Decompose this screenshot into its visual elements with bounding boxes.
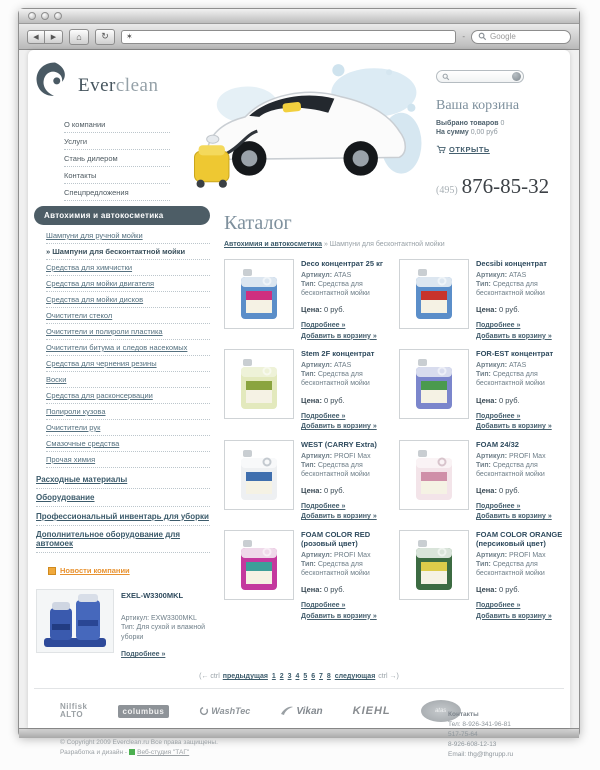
contacts-email: Email: thg@thgrupp.ru	[448, 751, 514, 759]
search-go-button[interactable]	[512, 72, 521, 81]
product-price: Цена: 0 руб.	[476, 585, 520, 595]
logo-swirl-icon	[34, 60, 76, 100]
browser-viewport	[19, 50, 579, 759]
product-more-link[interactable]: Подробнее »	[476, 602, 521, 610]
header-right-column	[436, 66, 556, 199]
canister-image	[228, 444, 290, 506]
forward-button[interactable]: ▶	[45, 30, 63, 44]
product-price: Цена: 0 руб.	[301, 395, 345, 405]
product-info	[476, 259, 564, 342]
sidebar-item-contactless-shampoo-current[interactable]: » Шампуни для бесконтактной мойки	[46, 244, 210, 260]
sidebar-category-header[interactable]: Автохимия и автокосметика	[34, 206, 210, 225]
product-type: Тип: Средства для бесконтактной мойки	[476, 371, 545, 388]
sidebar-section-list	[36, 470, 210, 553]
pagination	[34, 673, 564, 680]
product-title[interactable]: FOAM COLOR ORANGE (персиковый цвет)	[476, 529, 563, 548]
product-price: Цена: 0 руб.	[301, 485, 345, 495]
product-more-link[interactable]: Подробнее »	[301, 412, 346, 420]
nav-item-about[interactable]: О компании	[64, 116, 170, 133]
product-info	[476, 440, 564, 523]
product-info	[301, 440, 389, 523]
featured-product-info	[121, 589, 210, 661]
catalog-sidebar	[34, 206, 210, 661]
sidebar-section-carwash-equipment[interactable]: Дополнительное оборудование для автомоек	[36, 526, 210, 554]
product-links	[476, 321, 564, 342]
product-info	[301, 530, 389, 622]
sidebar-section-equipment[interactable]: Оборудование	[36, 489, 210, 508]
product-price: Цена: 0 руб.	[476, 305, 520, 315]
product-card-stem2f	[224, 349, 389, 432]
product-type: Тип: Средства для бесконтактной мойки	[301, 560, 370, 578]
company-news-link[interactable]	[48, 566, 210, 575]
product-grid	[224, 259, 564, 622]
product-price: Цена: 0 руб.	[301, 305, 345, 315]
contacts-phone-3: 8-926-608-12-13	[448, 741, 497, 749]
cart-open-link[interactable]	[436, 145, 556, 154]
cart-selected-value: 0	[500, 120, 505, 127]
company-nav	[64, 116, 170, 201]
site-footer	[34, 688, 564, 770]
site-main	[34, 206, 564, 661]
pagination-page-6[interactable]: 6	[311, 673, 316, 681]
product-title[interactable]: FOAM COLOR RED (розовый цвет)	[301, 529, 371, 548]
nav-item-specials[interactable]: Спецпредложения	[64, 184, 170, 201]
google-search-box[interactable]	[471, 30, 571, 44]
product-add-to-cart-link[interactable]: Добавить в корзину »	[301, 423, 377, 431]
product-links	[476, 502, 564, 523]
product-image[interactable]	[399, 259, 469, 329]
contacts-phone-1: Тел: 8-926-341-96-81	[448, 721, 511, 729]
product-more-link[interactable]: Подробнее »	[476, 412, 521, 420]
product-add-to-cart-link[interactable]: Добавить в корзину »	[476, 612, 552, 620]
product-info	[476, 530, 564, 622]
phone-area-code: (495)	[436, 185, 458, 196]
product-price: Цена: 0 руб.	[476, 395, 520, 405]
phone-main-number: 876-85-32	[461, 174, 550, 198]
cart-sum-value: 0,00 руб	[470, 129, 498, 136]
sidebar-item-glass-cleaners[interactable]: Очистители стекол	[46, 308, 210, 324]
page-content	[28, 50, 570, 759]
product-sku: Артикул: PROFI Max	[476, 452, 546, 460]
pagination-page-4[interactable]: 4	[295, 673, 300, 681]
cart-open-label: ОТКРЫТЬ	[449, 145, 490, 154]
pagination-prev-hint: (← ctrl	[199, 673, 220, 681]
vacuum-cleaner-image	[40, 592, 110, 650]
product-more-link[interactable]: Подробнее »	[301, 322, 346, 330]
product-card-deco	[224, 259, 389, 342]
product-more-link[interactable]: Подробнее »	[476, 502, 521, 510]
nav-item-contacts[interactable]: Контакты	[64, 167, 170, 184]
product-sku: Артикул: PROFI Max	[476, 551, 546, 559]
product-card-decsibi	[399, 259, 564, 342]
cart-sum-label: На сумму	[436, 129, 469, 136]
home-button[interactable]: ⌂	[69, 29, 89, 45]
product-card-forest	[399, 349, 564, 432]
sidebar-item-body-polish[interactable]: Полироли кузова	[46, 404, 210, 420]
brand-kiehl-logo[interactable]: KIEHL	[352, 705, 391, 718]
nav-item-dealer[interactable]: Стань дилером	[64, 150, 170, 167]
browser-window	[18, 8, 580, 759]
pagination-page-2[interactable]: 2	[279, 673, 284, 681]
product-type: Тип: Средства для бесконтактной мойки	[301, 371, 370, 388]
product-links	[476, 412, 564, 433]
sidebar-item-hand-wash-shampoo[interactable]: Шампуни для ручной мойки	[46, 228, 210, 244]
toolbar-divider: -	[462, 32, 465, 41]
product-image[interactable]	[399, 440, 469, 510]
search-magnifier-icon	[442, 73, 450, 81]
product-links	[476, 601, 564, 622]
product-title[interactable]: Decsibi концентрат	[476, 259, 547, 268]
sidebar-section-consumables[interactable]: Расходные материалы	[36, 470, 210, 489]
browser-toolbar	[19, 24, 579, 50]
pagination-prev-link[interactable]: предыдущая	[222, 673, 268, 681]
product-add-to-cart-link[interactable]: Добавить в корзину »	[301, 612, 377, 620]
sidebar-item-tire-blackening[interactable]: Средства для чернения резины	[46, 356, 210, 372]
product-title[interactable]: Deco концентрат 25 кг	[301, 259, 383, 268]
logo-text	[78, 75, 158, 97]
featured-product-title[interactable]: EXEL-W3300MKL	[121, 591, 184, 600]
canister-image	[228, 353, 290, 415]
product-add-to-cart-link[interactable]: Добавить в корзину »	[476, 423, 552, 431]
pagination-page-8[interactable]: 8	[326, 673, 331, 681]
product-sku: Артикул: ATAS	[476, 362, 527, 370]
phone-number	[436, 174, 556, 199]
breadcrumb-category-link[interactable]: Автохимия и автокосметика	[224, 241, 322, 248]
address-favicon-icon: ✶	[126, 31, 133, 41]
brand-nilfisk-line1: Nilfisk	[60, 701, 88, 711]
window-minimize-button[interactable]	[41, 12, 49, 20]
product-card-west	[224, 440, 389, 523]
copyright-line2	[60, 748, 218, 758]
pagination-page-1[interactable]: 1	[271, 673, 276, 681]
product-card-foam-color-orange	[399, 530, 564, 622]
product-add-to-cart-link[interactable]: Добавить в корзину »	[476, 513, 552, 521]
product-sku: Артикул: ATAS	[301, 272, 352, 279]
sidebar-item-dry-cleaning[interactable]: Средства для химчистки	[46, 260, 210, 276]
site-search-input[interactable]	[453, 71, 509, 82]
product-type: Тип: Средства для бесконтактной мойки	[301, 281, 370, 298]
pagination-page-3[interactable]: 3	[287, 673, 292, 681]
studio-link[interactable]: Веб-студия "ТАГ"	[137, 748, 190, 756]
featured-product-type: Тип: Для сухой и влажной уборки	[121, 624, 206, 641]
brand-vikan-label: Vikan	[296, 705, 323, 717]
studio-icon	[129, 749, 135, 755]
product-add-to-cart-link[interactable]: Добавить в корзину »	[301, 332, 377, 340]
breadcrumb-current: Шампуни для бесконтактной мойки	[329, 241, 445, 248]
car-hero-image	[182, 52, 434, 204]
product-more-link[interactable]: Подробнее »	[301, 502, 346, 510]
address-input[interactable]	[136, 31, 452, 43]
sidebar-item-other-chemicals[interactable]: Прочая химия	[46, 452, 210, 468]
product-title[interactable]: WEST (CARRY Extra)	[301, 439, 377, 449]
product-title[interactable]: FOR-EST концентрат	[476, 349, 554, 359]
product-price: Цена: 0 руб.	[301, 585, 345, 595]
brand-washtec-logo[interactable]	[199, 706, 250, 716]
site-search[interactable]	[436, 70, 524, 83]
product-type: Тип: Средства для бесконтактной мойки	[476, 281, 545, 298]
product-links	[301, 321, 389, 342]
brand-nilfisk-alto-logo[interactable]	[60, 703, 88, 720]
product-sku: Артикул: PROFI Max	[301, 452, 371, 460]
sidebar-item-plastic-polish[interactable]: Очистители и полироли пластика	[46, 324, 210, 340]
product-sku: Артикул: ATAS	[301, 362, 352, 370]
featured-product	[36, 589, 210, 661]
sidebar-item-lubricants[interactable]: Смазочные средства	[46, 436, 210, 452]
product-type: Тип: Средства для бесконтактной мойки	[476, 461, 545, 478]
copyright-block	[60, 738, 218, 759]
canister-image	[403, 444, 465, 506]
canister-image	[228, 534, 290, 596]
cart-selected-label: Выбрано товаров	[436, 120, 499, 127]
everclean-logo[interactable]	[34, 60, 158, 100]
featured-product-sku: Артикул: EXW3300MKL	[121, 615, 197, 622]
sidebar-section-cleaning-inventory[interactable]: Профессиональный инвентарь для уборки	[36, 507, 210, 526]
product-add-to-cart-link[interactable]: Добавить в корзину »	[301, 513, 377, 521]
footer-contacts	[448, 710, 536, 760]
news-icon	[48, 567, 56, 575]
product-links	[301, 601, 389, 622]
sidebar-item-tar-insect-cleaners[interactable]: Очистители битума и следов насекомых	[46, 340, 210, 356]
product-card-foam-color-red	[224, 530, 389, 622]
catalog-content	[210, 206, 564, 661]
sidebar-item-waxes[interactable]: Воски	[46, 372, 210, 388]
sidebar-subcategory-list	[46, 228, 210, 468]
page-title: Каталог	[224, 212, 292, 234]
product-info	[301, 349, 389, 432]
product-info	[476, 349, 564, 432]
brand-washtec-label: WashTec	[211, 706, 251, 717]
product-links	[301, 502, 389, 523]
product-image[interactable]	[224, 530, 294, 600]
brand-nilfisk-line2: ALTO	[60, 710, 84, 720]
nav-item-services[interactable]: Услуги	[64, 133, 170, 150]
logo-text-clean: clean	[115, 75, 159, 96]
window-close-button[interactable]	[28, 12, 36, 20]
breadcrumb	[224, 241, 564, 248]
product-card-foam2432	[399, 440, 564, 523]
cart-icon	[436, 145, 446, 154]
copyright-line1: © Copyright 2009 Everclean.ru Все права защищены.	[60, 738, 218, 746]
canister-image	[403, 353, 465, 415]
product-sku: Артикул: PROFI Max	[301, 551, 371, 559]
product-type: Тип: Средства для бесконтактной мойки	[476, 560, 545, 578]
cart-selected-line	[436, 120, 556, 127]
product-price: Цена: 0 руб.	[476, 485, 520, 495]
back-button[interactable]: ◀	[27, 30, 45, 44]
canister-image	[403, 263, 465, 325]
window-titlebar[interactable]	[19, 9, 579, 24]
canister-image	[228, 263, 290, 325]
product-add-to-cart-link[interactable]: Добавить в корзину »	[476, 332, 552, 340]
window-zoom-button[interactable]	[54, 12, 62, 20]
logo-text-ever: Ever	[78, 75, 116, 96]
news-label: Новости компании	[60, 566, 130, 575]
pagination-next-link[interactable]: следующая	[334, 673, 376, 681]
product-more-link[interactable]: Подробнее »	[476, 322, 521, 330]
google-search-label: Google	[490, 32, 516, 41]
contacts-title: Контакты	[448, 711, 479, 718]
sidebar-item-hand-cleaners[interactable]: Очистители рук	[46, 420, 210, 436]
product-image[interactable]	[224, 440, 294, 510]
nav-button-group	[27, 30, 63, 44]
product-image[interactable]	[399, 530, 469, 600]
product-type: Тип: Средства для бесконтактной мойки	[301, 461, 370, 478]
refresh-button[interactable]: ↻	[95, 29, 115, 45]
pagination-next-hint: ctrl →)	[378, 673, 399, 681]
product-title[interactable]: Stem 2F концентрат	[301, 349, 375, 359]
magnifier-icon	[478, 32, 487, 41]
featured-product-image[interactable]	[36, 589, 114, 653]
brand-vikan-logo[interactable]	[280, 706, 322, 717]
cart-sum-line	[436, 129, 556, 136]
product-links	[301, 412, 389, 433]
vikan-swoosh-icon	[280, 706, 294, 716]
canister-image	[403, 534, 465, 596]
product-image[interactable]	[224, 259, 294, 329]
sidebar-item-depreservation[interactable]: Средства для расконсервации	[46, 388, 210, 404]
pagination-page-5[interactable]: 5	[303, 673, 308, 681]
address-bar[interactable]	[121, 30, 456, 44]
breadcrumb-separator: »	[323, 241, 328, 248]
site-header	[34, 50, 564, 206]
brand-columbus-logo[interactable]: columbus	[118, 705, 170, 718]
product-more-link[interactable]: Подробнее »	[301, 602, 346, 610]
copyright-designed-by: Разработка и дизайн -	[60, 748, 128, 756]
product-sku: Артикул: ATAS	[476, 272, 527, 279]
product-image[interactable]	[224, 349, 294, 419]
product-title[interactable]: FOAM 24/32	[476, 439, 519, 449]
sidebar-item-engine-wash[interactable]: Средства для мойки двигателя	[46, 276, 210, 292]
product-info	[301, 259, 389, 342]
cart-title: Ваша корзина	[436, 98, 520, 113]
product-image[interactable]	[399, 349, 469, 419]
brand-atas-logo[interactable]: atas	[421, 700, 461, 722]
sidebar-item-wheel-wash[interactable]: Средства для мойки дисков	[46, 292, 210, 308]
pagination-page-7[interactable]: 7	[319, 673, 323, 681]
washtec-ring-icon	[199, 706, 209, 716]
contacts-phone-2: 517-75-64	[448, 731, 478, 739]
featured-product-more-link[interactable]: Подробнее »	[121, 651, 166, 659]
